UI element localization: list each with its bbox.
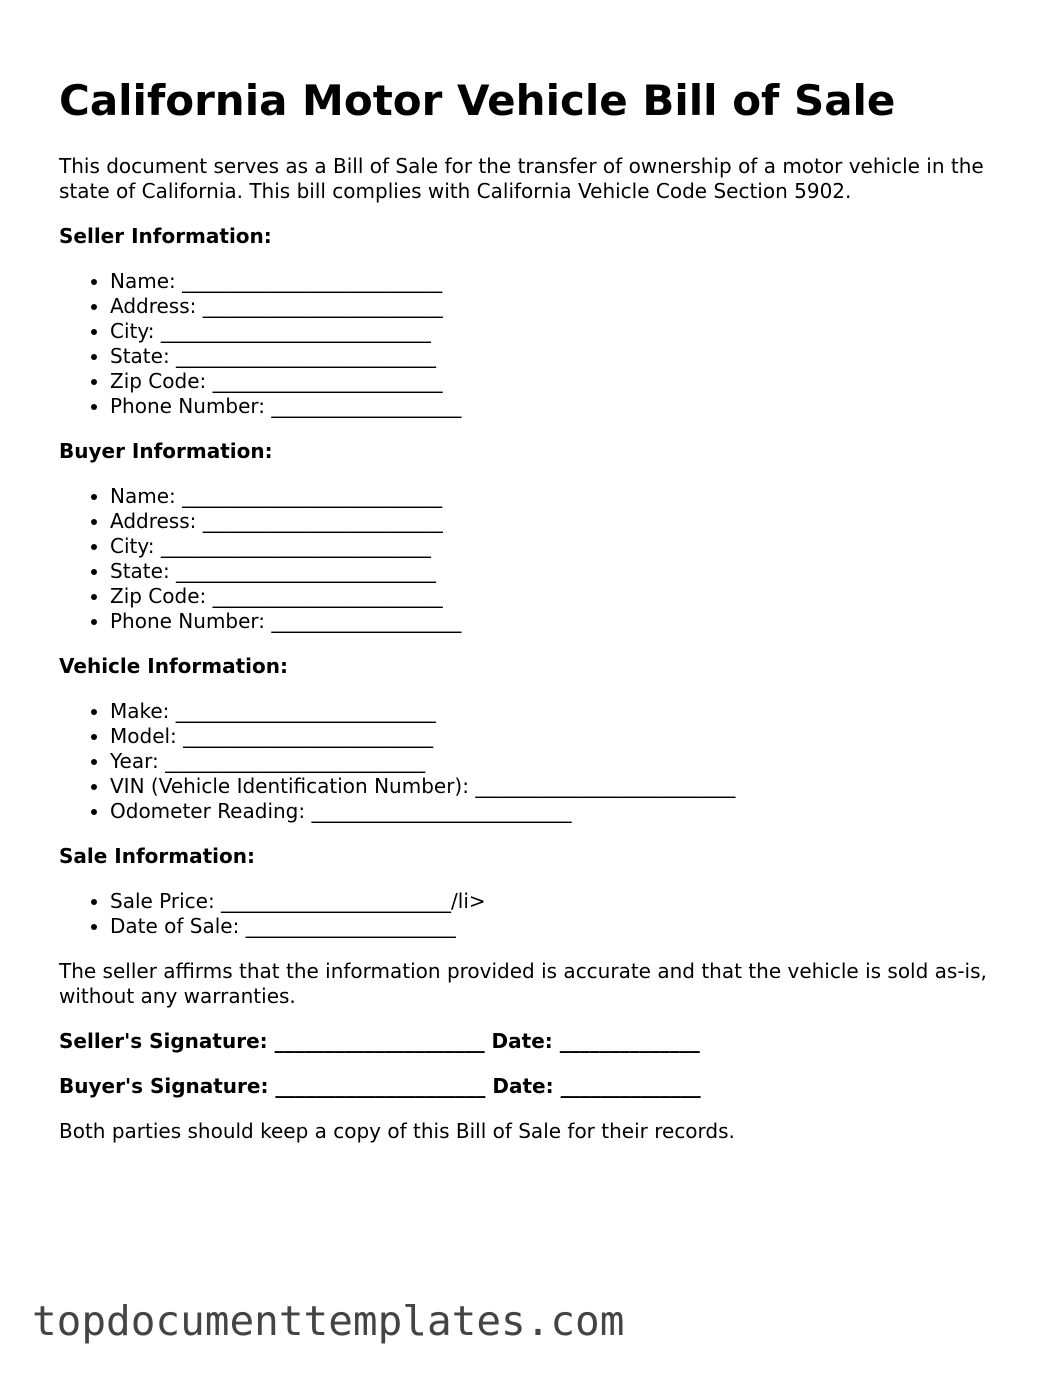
seller-affirmation: The seller affirms that the information provided is accurate and that the vehicle is sold as-is, without any warranties. bbox=[59, 959, 987, 1008]
sale-fields-list bbox=[59, 889, 1009, 939]
document-page bbox=[59, 76, 1009, 1144]
buyer-phone-field: • Phone Number: ___________________ bbox=[110, 609, 1009, 634]
seller-phone-field: • Phone Number: ___________________ bbox=[110, 394, 1009, 419]
buyer-name-field: • Name: __________________________ bbox=[110, 484, 1009, 509]
document-title: California Motor Vehicle Bill of Sale bbox=[59, 76, 896, 125]
seller-signature-line: Seller's Signature: _____________________ Date: ______________ bbox=[59, 1029, 700, 1053]
seller-city-field: • City: ___________________________ bbox=[110, 319, 1009, 344]
vehicle-odometer-field: • Odometer Reading: __________________________ bbox=[110, 799, 1009, 824]
vehicle-section-heading: Vehicle Information: bbox=[59, 654, 288, 678]
buyer-fields-list bbox=[59, 484, 1009, 634]
vehicle-fields-list bbox=[59, 699, 1009, 824]
sale-section-heading: Sale Information: bbox=[59, 844, 255, 868]
sale-price-field: • Sale Price: _______________________/li> bbox=[110, 889, 1009, 914]
seller-state-field: • State: __________________________ bbox=[110, 344, 1009, 369]
buyer-address-field: • Address: ________________________ bbox=[110, 509, 1009, 534]
buyer-signature-line: Buyer's Signature: _____________________ Date: ______________ bbox=[59, 1074, 701, 1098]
buyer-section-heading: Buyer Information: bbox=[59, 439, 273, 463]
seller-address-field: • Address: ________________________ bbox=[110, 294, 1009, 319]
vehicle-year-field: • Year: __________________________ bbox=[110, 749, 1009, 774]
seller-name-field: • Name: __________________________ bbox=[110, 269, 1009, 294]
seller-fields-list bbox=[59, 269, 1009, 419]
buyer-zip-field: • Zip Code: _______________________ bbox=[110, 584, 1009, 609]
vehicle-model-field: • Model: _________________________ bbox=[110, 724, 1009, 749]
vehicle-vin-field: • VIN (Vehicle Identification Number): __________________________ bbox=[110, 774, 1009, 799]
vehicle-make-field: • Make: __________________________ bbox=[110, 699, 1009, 724]
seller-zip-field: • Zip Code: _______________________ bbox=[110, 369, 1009, 394]
buyer-city-field: • City: ___________________________ bbox=[110, 534, 1009, 559]
sale-date-field: • Date of Sale: _____________________ bbox=[110, 914, 1009, 939]
intro-paragraph: This document serves as a Bill of Sale for the transfer of ownership of a motor vehicle in the state of California. This bill complies with California Vehicle Code Section 5902. bbox=[59, 154, 984, 203]
buyer-state-field: • State: __________________________ bbox=[110, 559, 1009, 584]
closing-note: Both parties should keep a copy of this Bill of Sale for their records. bbox=[59, 1119, 735, 1143]
seller-section-heading: Seller Information: bbox=[59, 224, 272, 248]
site-watermark: topdocumenttemplates.com bbox=[32, 1297, 625, 1345]
